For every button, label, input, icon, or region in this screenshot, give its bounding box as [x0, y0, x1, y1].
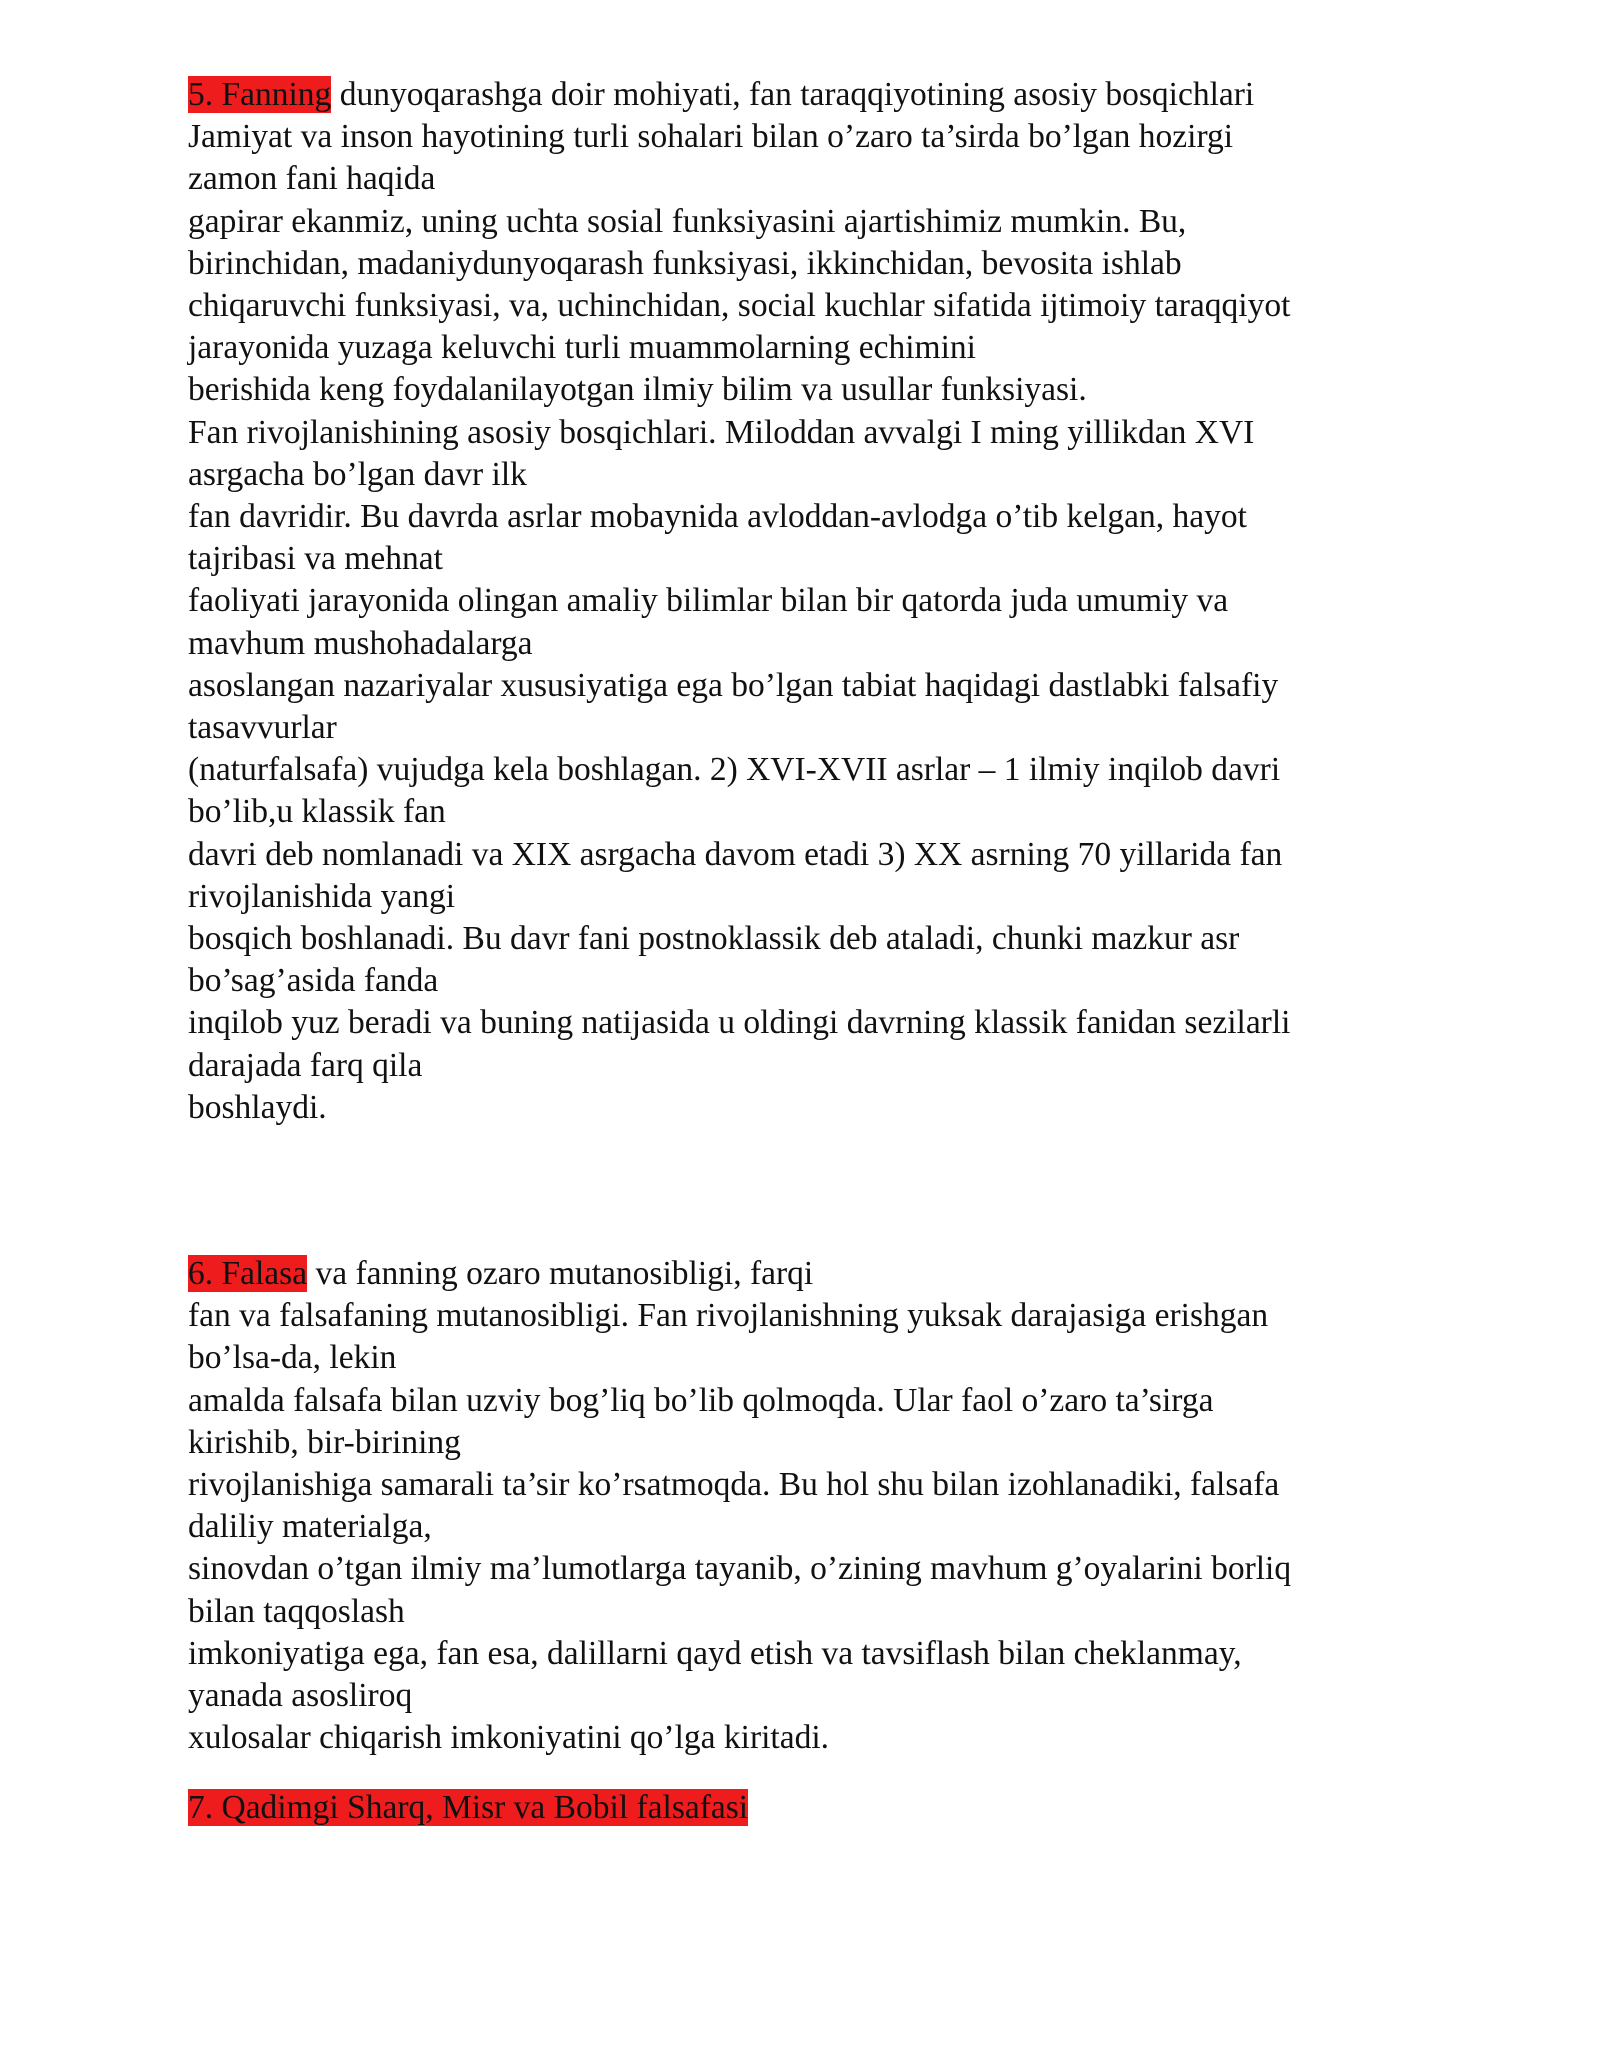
paragraph-line: amalda falsafa bilan uzviy bog’liq bo’lib qolmoqda. Ular faol o’zaro ta’sirga — [188, 1381, 1214, 1419]
paragraph-line: chiqaruvchi funksiyasi, va, uchinchidan, social kuchlar sifatida ijtimoiy taraqqiyot — [188, 287, 1291, 325]
paragraph-line: bosqich boshlanadi. Bu davr fani postnoklassik deb ataladi, chunki mazkur asr — [188, 920, 1240, 958]
paragraph-line: boshlaydi. — [188, 1088, 327, 1126]
paragraph-line: (naturfalsafa) vujudga kela boshlagan. 2) XVI-XVII asrlar – 1 ilmiy inqilob davri — [188, 751, 1281, 789]
paragraph-line: kirishib, bir-birining — [188, 1423, 461, 1461]
paragraph-line: gapirar ekanmiz, uning uchta sosial funksiyasini ajartishimiz mumkin. Bu, — [188, 202, 1187, 240]
section-7 — [188, 1787, 1448, 1829]
paragraph-line: rivojlanishiga samarali ta’sir ko’rsatmoqda. Bu hol shu bilan izohlanadiki, falsafa — [188, 1466, 1280, 1504]
section-6-heading-highlight: 6. Falasa — [188, 1255, 308, 1292]
section-7-heading-highlight: 7. Qadimgi Sharq, Misr va Bobil falsafasi — [188, 1789, 749, 1826]
paragraph-line: faoliyati jarayonida olingan amaliy bilimlar bilan bir qatorda juda umumiy va — [188, 582, 1229, 620]
section-6-heading — [188, 1253, 1448, 1295]
paragraph-line: rivojlanishida yangi — [188, 877, 456, 915]
section-6 — [188, 1253, 1448, 1759]
paragraph-line: davri deb nomlanadi va XIX asrgacha davom etadi 3) XX asrning 70 yillarida fan — [188, 835, 1283, 873]
paragraph-line: zamon fani haqida — [188, 160, 436, 198]
paragraph-line: sinovdan o’tgan ilmiy ma’lumotlarga tayanib, o’zining mavhum g’oyalarini borliq — [188, 1550, 1292, 1588]
paragraph-line: bo’lsa-da, lekin — [188, 1339, 397, 1377]
paragraph-line: xulosalar chiqarish imkoniyatini qo’lga kiritadi. — [188, 1719, 830, 1757]
section-6-heading-text: va fanning ozaro mutanosibligi, farqi — [307, 1255, 814, 1292]
paragraph-line: tasavvurlar — [188, 709, 337, 747]
paragraph-line: darajada farq qila — [188, 1046, 423, 1084]
section-5-heading-highlight: 5. Fanning — [188, 76, 332, 113]
section-5-heading-text: dunyoqarashga doir mohiyati, fan taraqqiyotining asosiy bosqichlari — [331, 76, 1255, 113]
paragraph-line: birinchidan, madaniydunyoqarash funksiyasi, ikkinchidan, bevosita ishlab — [188, 244, 1182, 282]
paragraph-line: bo’sag’asida fanda — [188, 962, 439, 1000]
section-7-heading — [188, 1787, 1448, 1829]
paragraph-line: fan va falsafaning mutanosibligi. Fan rivojlanishning yuksak darajasiga erishgan — [188, 1297, 1269, 1335]
paragraph-line: inqilob yuz beradi va buning natijasida u oldingi davrning klassik fanidan sezilarli — [188, 1004, 1291, 1042]
paragraph-line: asoslangan nazariyalar xususiyatiga ega bo’lgan tabiat haqidagi dastlabki falsafiy — [188, 666, 1279, 704]
paragraph-line: Jamiyat va inson hayotining turli sohalari bilan o’zaro ta’sirda bo’lgan hozirgi — [188, 118, 1234, 156]
paragraph-line: asrgacha bo’lgan davr ilk — [188, 455, 527, 493]
paragraph-line: tajribasi va mehnat — [188, 540, 443, 578]
paragraph-line: daliliy materialga, — [188, 1508, 432, 1546]
paragraph-line: Fan rivojlanishining asosiy bosqichlari. Miloddan avvalgi I ming yillikdan XVI — [188, 413, 1255, 451]
paragraph-line: berishida keng foydalanilayotgan ilmiy bilim va usullar funksiyasi. — [188, 371, 1087, 409]
section-5-heading — [188, 74, 1448, 116]
paragraph-line: mavhum mushohadalarga — [188, 624, 533, 662]
paragraph-line: imkoniyatiga ega, fan esa, dalillarni qayd etish va tavsiflash bilan cheklanmay, — [188, 1634, 1242, 1672]
paragraph-line: bo’lib,u klassik fan — [188, 793, 446, 831]
paragraph-line: bilan taqqoslash — [188, 1592, 405, 1630]
paragraph-line: jarayonida yuzaga keluvchi turli muammolarning echimini — [188, 329, 976, 367]
section-5 — [188, 74, 1448, 1129]
paragraph-line: yanada asosliroq — [188, 1677, 413, 1715]
paragraph-line: fan davridir. Bu davrda asrlar mobaynida avloddan-avlodga o’tib kelgan, hayot — [188, 498, 1247, 536]
